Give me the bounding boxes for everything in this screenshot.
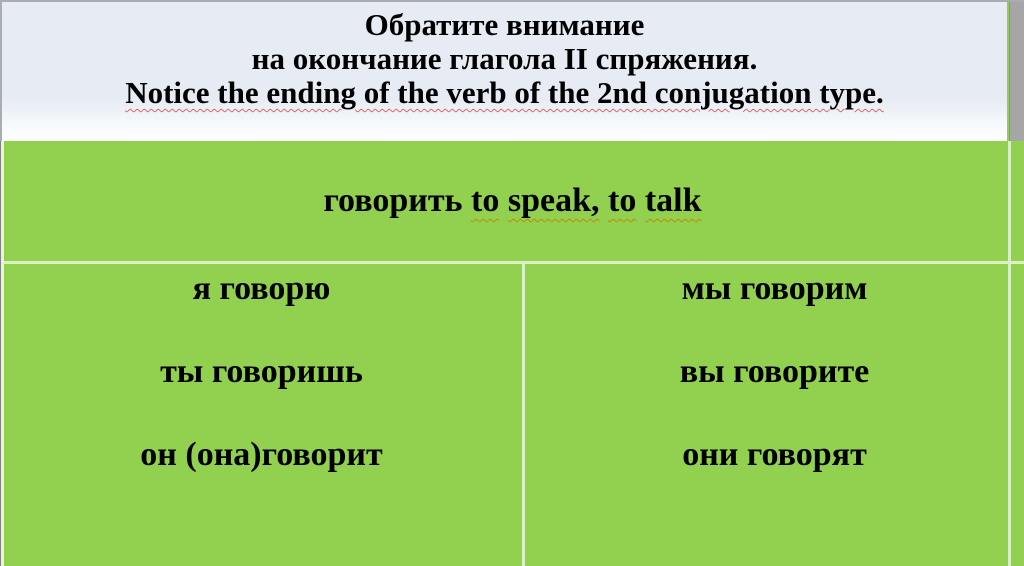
verb-infinitive: говорить	[323, 182, 463, 219]
slide-right-edge-line	[1008, 141, 1011, 566]
singular-forms-cell	[1, 264, 522, 566]
notice-line-en: Notice the ending of the verb of the 2nd conjugation type.	[125, 75, 884, 110]
form-line: они говорят	[682, 436, 867, 473]
form-line: мы говорим	[681, 270, 868, 307]
translation-word: to	[471, 182, 500, 219]
form-line: я говорю	[192, 270, 331, 307]
translation-word: to	[608, 182, 637, 219]
outside-canvas-strip	[1009, 2, 1024, 141]
notice-line-ru-1: Обратите внимание	[364, 7, 645, 42]
table-title-row	[1, 141, 1024, 264]
form-line: вы говорите	[679, 353, 870, 390]
translation-word: speak,	[507, 182, 600, 219]
table-body-row	[1, 264, 1024, 566]
form-line: он (она)говорит	[140, 436, 383, 473]
notice-line-ru-2: на окончание глагола II спряжения.	[251, 41, 758, 76]
conjugation-table	[0, 141, 1024, 566]
notice-box	[0, 2, 1007, 141]
translation-word: talk	[644, 182, 702, 219]
form-line: ты говоришь	[160, 353, 363, 390]
plural-forms-cell	[525, 264, 1024, 566]
